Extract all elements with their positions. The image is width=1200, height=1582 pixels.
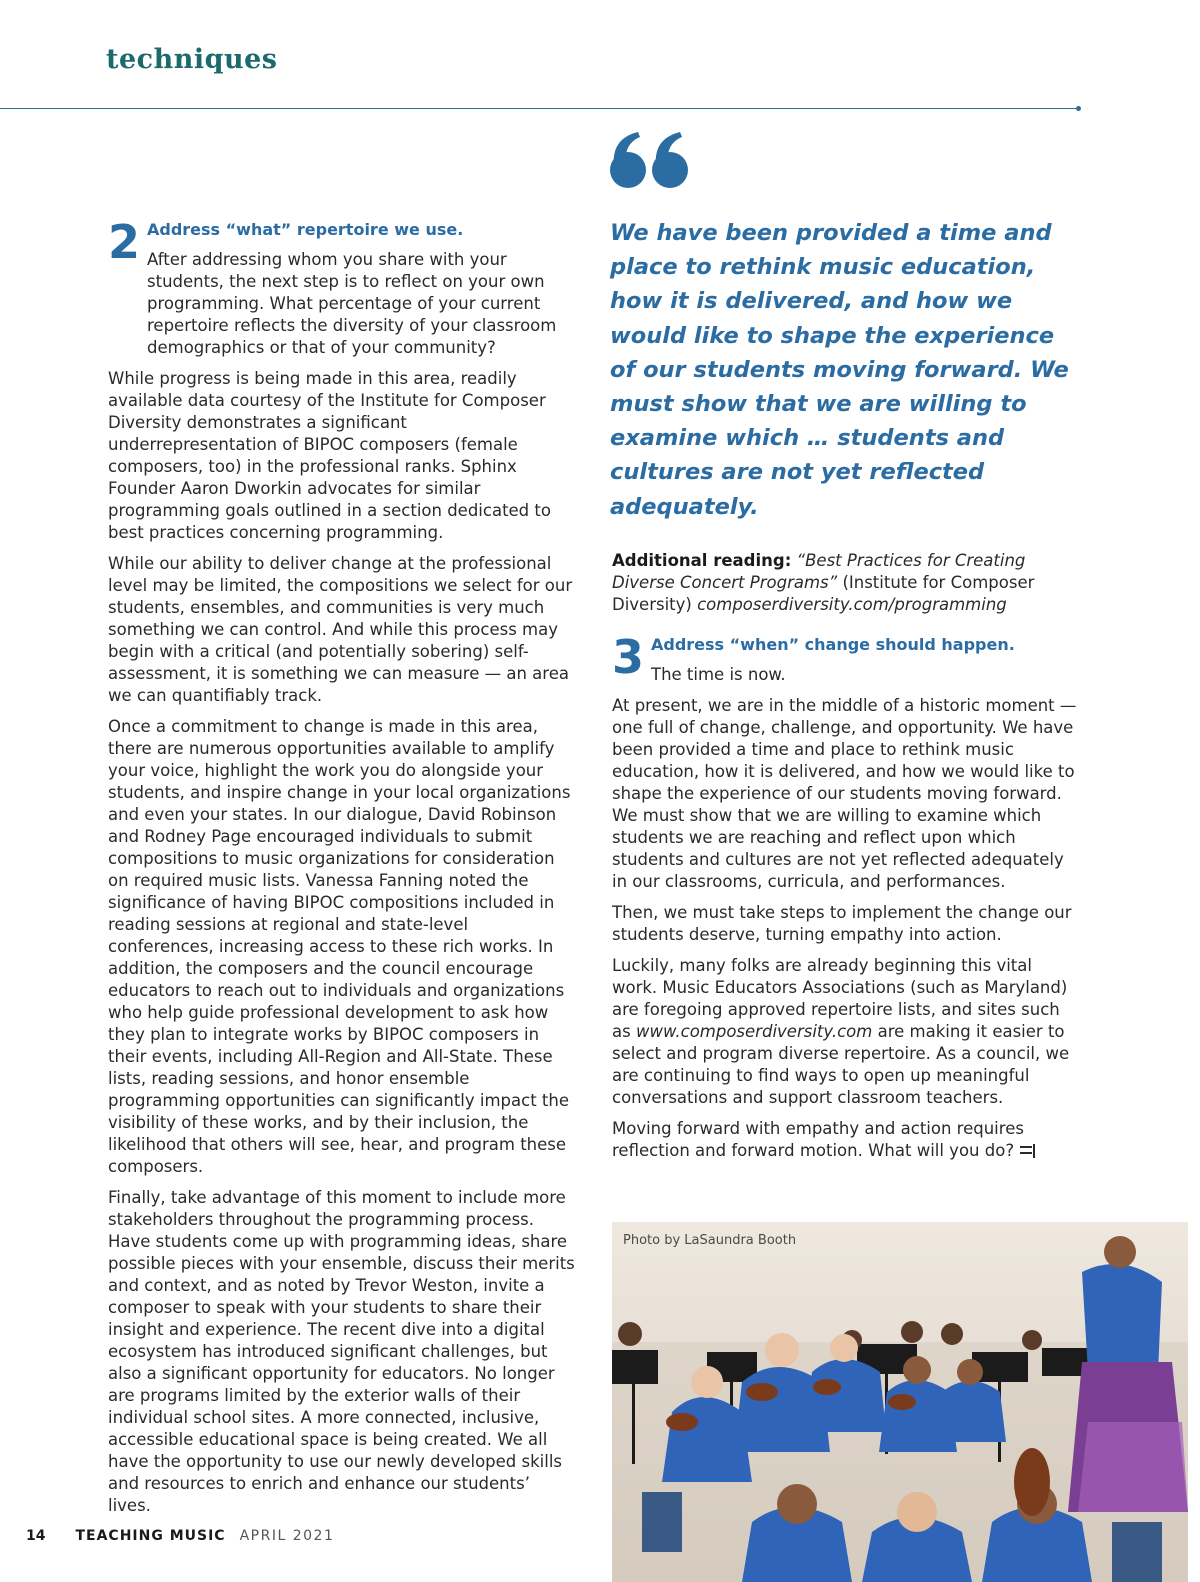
issue-date: APRIL 2021 xyxy=(239,1528,335,1544)
additional-reading-title: “Best Practices for Creating Diverse Concert Programs” xyxy=(612,551,1026,592)
right-paragraph xyxy=(612,955,1082,1109)
section-label: techniques xyxy=(106,44,278,75)
orchestra-photo xyxy=(612,1222,1188,1582)
step-2-title: Address “what” repertoire we use. xyxy=(147,220,464,239)
step-3-heading xyxy=(612,630,1082,686)
left-paragraph: Once a commitment to change is made in this area, there are numerous opportunities available to amplify your voice, highlight the work you do alongside your students, and inspire change in your local organizations and even your states. In our dialogue, David Robinson and Rodney Page encouraged individuals to submit compositions to music organizations for consideration on required music lists. Vanessa Fanning noted the significance of having BIPOC compositions included in reading sessions at regional and state-level conferences, increasing access to these rich works. In addition, the composers and the council encourage educators to reach out to individuals and organizations who help guide professional development to ask how they plan to integrate works by BIPOC composers in their events, including All-Region and All-State. These lists, reading sessions, and honor ensemble programming opportunities can significantly impact the visibility of these works, and by their inclusion, the likelihood that others will see, hear, and program these composers. xyxy=(108,717,571,1176)
right-paragraph: At present, we are in the middle of a historic moment — one full of change, challenge, and opportunity. We have been provided a time and place to rethink music education, how it is delivered, and how we would like to shape the experience of our students moving forward. We must show that we are willing to examine which students we are reaching and reflect upon which students and cultures are not yet reflected adequately in our classrooms, curricula, and performances. xyxy=(612,696,1077,891)
header-rule xyxy=(0,108,1080,109)
composer-diversity-url: www.composerdiversity.com xyxy=(635,1022,873,1041)
end-mark-icon xyxy=(1020,1144,1036,1158)
right-paragraph-text: Luckily, many folks are already beginning this vital work. Music Educators Associations (such as Maryland) are foregoing approved repertoire lists, and sites such as xyxy=(612,956,1068,1041)
publication-name: TEACHING MUSIC xyxy=(75,1528,226,1544)
additional-reading xyxy=(612,550,1082,616)
right-paragraph xyxy=(612,1118,1082,1162)
pull-quote: We have been provided a time and place to rethink music education, how it is delivered, and how we would like to shape the experience of our students moving forward. We must show that we are willing to examine which … students and cultures are not yet reflected adequately. xyxy=(610,220,1069,520)
step-2-heading xyxy=(108,215,578,359)
step-2-number: 2 xyxy=(108,215,141,269)
orchestra-illustration xyxy=(612,1222,1188,1582)
photo-credit: Photo by LaSaundra Booth xyxy=(623,1233,797,1248)
right-column xyxy=(612,550,1082,1171)
step-3-number: 3 xyxy=(612,630,645,684)
closing-text: Moving forward with empathy and action requires reflection and forward motion. What will you do? xyxy=(612,1119,1024,1160)
right-paragraph: Then, we must take steps to implement the change our students deserve, turning empathy into action. xyxy=(612,903,1072,944)
quote-mark-icon xyxy=(608,128,694,190)
header-rule-dot xyxy=(1076,106,1081,111)
left-column xyxy=(108,215,578,1526)
additional-reading-url: composerdiversity.com/programming xyxy=(697,595,1007,614)
left-paragraph: While our ability to deliver change at the professional level may be limited, the compositions we select for our students, ensembles, and communities is very much something we can control. And while this process may begin with a critical (and potentially sobering) self-assessment, it is something we can measure — an area we can quantifiably track. xyxy=(108,554,573,705)
right-paragraph-text: are making it easier to select and program diverse repertoire. As a council, we are continuing to find ways to open up meaningful conversations and support classroom teachers. xyxy=(612,1022,1070,1107)
step-3-lead: The time is now. xyxy=(651,665,786,684)
left-paragraph: Finally, take advantage of this moment to include more stakeholders throughout the programming process. Have students come up with programming ideas, share possible pieces with your ensemble, discuss their merits and context, and as noted by Trevor Weston, invite a composer to speak with your students to share their insight and experience. The recent dive into a digital ecosystem has introduced significant challenges, but also a significant opportunity for educators. No longer are programs limited by the exterior walls of their individual school sites. A more connected, inclusive, accessible educational space is being created. We all have the opportunity to use our newly developed skills and resources to enrich and enhance our students’ lives. xyxy=(108,1188,575,1515)
page-footer xyxy=(26,1527,334,1545)
step-3-title: Address “when” change should happen. xyxy=(651,635,1015,654)
left-paragraph: While progress is being made in this area, readily available data courtesy of the Institute for Composer Diversity demonstrates a significant underrepresentation of BIPOC composers (female composers, too) in the professional ranks. Sphinx Founder Aaron Dworkin advocates for similar programming goals outlined in a section dedicated to best practices concerning programming. xyxy=(108,369,551,542)
additional-reading-label: Additional reading: xyxy=(612,551,792,570)
step-2-lead: After addressing whom you share with your students, the next step is to reflect on your own programming. What percentage of your current repertoire reflects the diversity of your classroom demographics or that of your community? xyxy=(147,250,557,357)
additional-reading-source: (Institute for Composer Diversity) xyxy=(612,573,1035,614)
page-number: 14 xyxy=(26,1528,46,1544)
